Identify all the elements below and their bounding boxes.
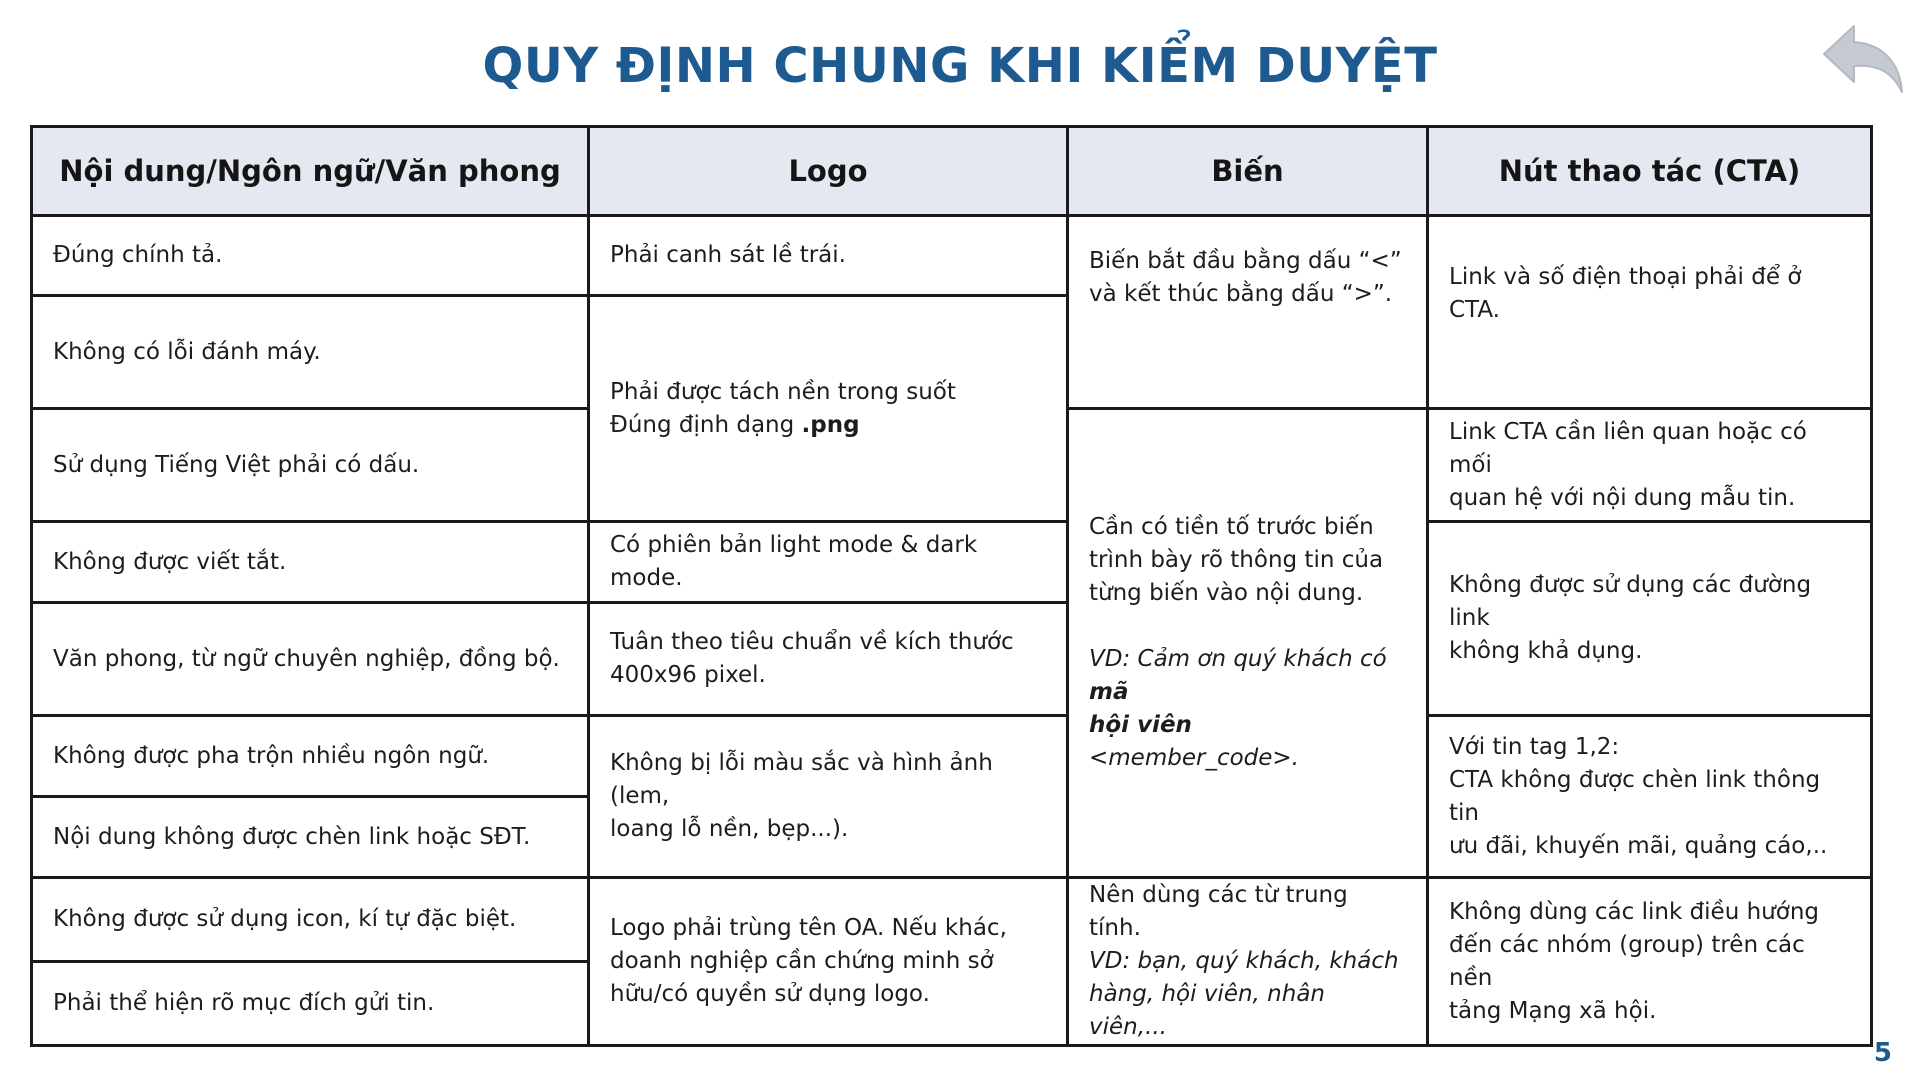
table-row: [32, 522, 1872, 603]
column-header-content: Nội dung/Ngôn ngữ/Văn phong: [32, 127, 589, 216]
logo-rule-line: Tuân theo tiêu chuẩn về kích thước: [610, 629, 1014, 655]
page-number: 5: [1873, 1038, 1892, 1068]
content-rule-cell: Không có lỗi đánh máy.: [32, 296, 589, 409]
content-rule-cell: Nội dung không được chèn link hoặc SĐT.: [32, 797, 589, 878]
cta-rule-cell: [1428, 878, 1872, 1046]
cta-rule-cell: [1428, 522, 1872, 716]
cta-rule-line: quan hệ với nội dung mẫu tin.: [1449, 484, 1796, 511]
cta-rule-line: CTA không được chèn link thông tin: [1449, 766, 1821, 826]
variable-rule-cell: [1068, 878, 1428, 1046]
cta-rule-line: ưu đãi, khuyến mãi, quảng cáo,..: [1449, 832, 1828, 859]
content-rule-cell: Không được viết tắt.: [32, 522, 589, 603]
variable-example-bold: mã: [1089, 679, 1129, 705]
variable-rule-line: trình bày rõ thông tin của: [1089, 547, 1384, 573]
logo-rule-cell: Phải canh sát lề trái.: [589, 216, 1068, 296]
cta-rule-line: đến các nhóm (group) trên các nền: [1449, 931, 1805, 991]
variable-rule-line: từng biến vào nội dung.: [1089, 580, 1364, 606]
logo-rule-line: Đúng định dạng: [610, 411, 795, 438]
table-row: [32, 216, 1872, 296]
variable-rule-cell: [1068, 216, 1428, 409]
cta-rule-line: Không được sử dụng các đường link: [1449, 572, 1812, 631]
variable-rule-line: Nên dùng các từ trung tính.: [1089, 882, 1348, 941]
variable-rule-line: và kết thúc bằng dấu “>”.: [1089, 281, 1393, 307]
logo-rule-line: loang lỗ nền, bẹp...).: [610, 816, 849, 842]
content-rule-cell: Không được pha trộn nhiều ngôn ngữ.: [32, 716, 589, 797]
content-rule-cell: Sử dụng Tiếng Việt phải có dấu.: [32, 409, 589, 522]
cta-rule-line: không khả dụng.: [1449, 638, 1643, 664]
logo-rule-line: Không bị lỗi màu sắc và hình ảnh (lem,: [610, 750, 993, 809]
logo-rule-line: doanh nghiệp cần chứng minh sở: [610, 948, 994, 974]
logo-rule-cell: [589, 878, 1068, 1046]
variable-example-text: VD: bạn, quý khách, khách: [1089, 948, 1399, 974]
content-rule-cell: Đúng chính tả.: [32, 216, 589, 296]
logo-rule-line: Logo phải trùng tên OA. Nếu khác,: [610, 915, 1007, 941]
variable-rule-cell: [1068, 409, 1428, 878]
cta-rule-cell: [1428, 409, 1872, 522]
logo-rule-cell: [589, 716, 1068, 878]
page-title: QUY ĐỊNH CHUNG KHI KIỂM DUYỆT: [482, 38, 1438, 94]
cta-rule-line: Link CTA cần liên quan hoặc có mối: [1449, 418, 1807, 478]
logo-rule-line: hữu/có quyền sử dụng logo.: [610, 981, 930, 1007]
variable-example-bold: hội viên: [1089, 712, 1192, 738]
logo-rule-cell: [589, 296, 1068, 522]
column-header-cta: Nút thao tác (CTA): [1428, 127, 1872, 216]
logo-rule-line: Phải được tách nền trong suốt: [610, 378, 956, 405]
cta-rule-cell: Link và số điện thoại phải để ở CTA.: [1428, 216, 1872, 409]
table-header-row: [32, 127, 1872, 216]
back-arrow-icon[interactable]: [1820, 20, 1910, 100]
logo-rule-cell: Có phiên bản light mode & dark mode.: [589, 522, 1068, 603]
column-header-variable: Biến: [1068, 127, 1428, 216]
cta-rule-line: Không dùng các link điều hướng: [1449, 898, 1819, 925]
rules-table: [30, 125, 1873, 1047]
column-header-logo: Logo: [589, 127, 1068, 216]
cta-rule-line: tảng Mạng xã hội.: [1449, 997, 1657, 1024]
variable-example-text: VD: Cảm ơn quý khách có: [1089, 646, 1387, 672]
content-rule-cell: Văn phong, từ ngữ chuyên nghiệp, đồng bộ.: [32, 603, 589, 716]
variable-rule-line: Biến bắt đầu bằng dấu “<”: [1089, 248, 1402, 274]
content-rule-cell: Phải thể hiện rõ mục đích gửi tin.: [32, 962, 589, 1046]
content-rule-cell: Không được sử dụng icon, kí tự đặc biệt.: [32, 878, 589, 962]
logo-rule-line: 400x96 pixel.: [610, 662, 766, 688]
cta-rule-line: Với tin tag 1,2:: [1449, 733, 1620, 760]
variable-example-code: <member_code>.: [1089, 745, 1299, 771]
png-format-text: .png: [801, 411, 860, 438]
table-row: [32, 878, 1872, 962]
variable-example-text: hàng, hội viên, nhân viên,...: [1089, 981, 1325, 1040]
table-row: [32, 716, 1872, 797]
variable-rule-line: Cần có tiền tố trước biến: [1089, 514, 1374, 540]
cta-rule-cell: [1428, 716, 1872, 878]
logo-rule-cell: [589, 603, 1068, 716]
